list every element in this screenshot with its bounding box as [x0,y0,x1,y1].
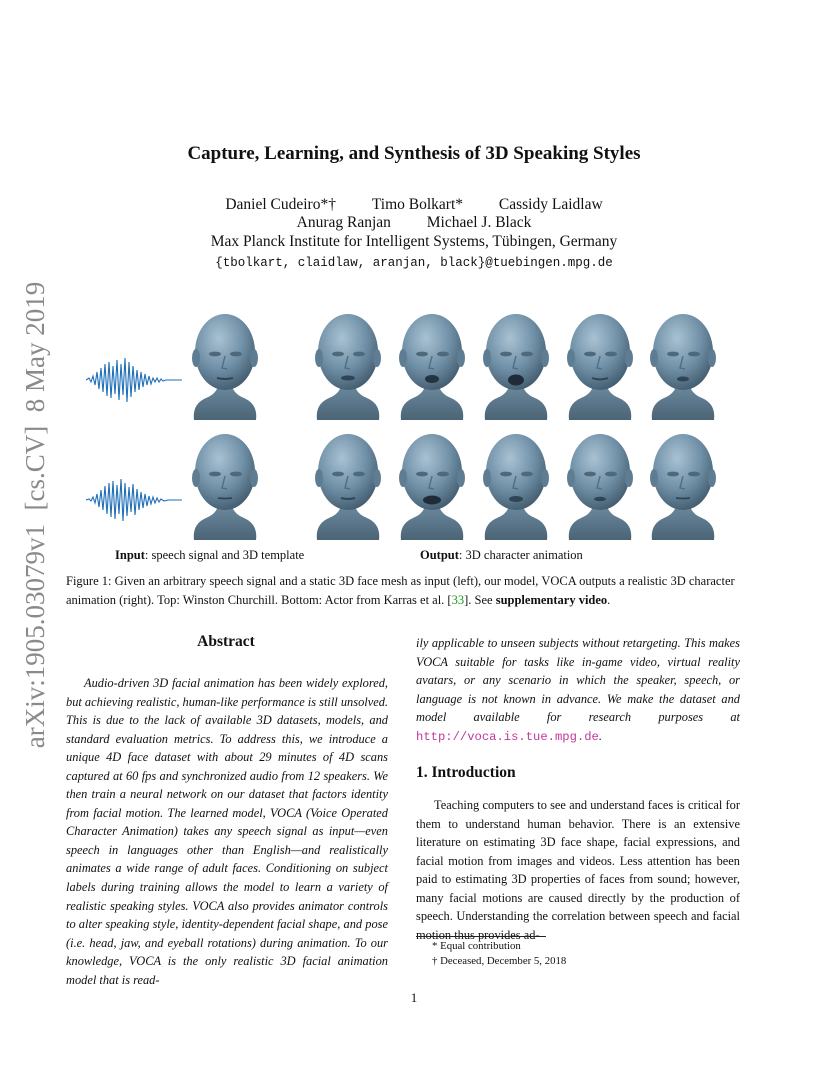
author-emails: {tbolkart, claidlaw, aranjan, black}@tuebingen.mpg.de [215,256,613,270]
author-name: Timo Bolkart* [371,196,464,213]
author-name: Michael J. Black [426,214,532,231]
face-mesh-template-top [180,308,270,424]
figure-output-label: Output: 3D character animation [420,548,583,562]
face-mesh-frame-top-2 [387,308,477,424]
author-line-1 [0,196,828,214]
author-name: Anurag Ranjan [296,214,391,231]
introduction-body: Teaching computers to see and understand faces is critical for them to understand human behavior. There is an extensive literature on estimating 3D face shape, facial expressions, and facial motion from images and videos. Less attention has been paid to estimating 3D properties of faces from sound; however, many facial motions are caused directly by the production of speech. Understanding the correlation between speech and facial motion thus provides ad- [416,798,740,942]
face-mesh-frame-top-5 [638,308,728,424]
waveform-top [86,352,182,408]
affiliation: Max Planck Institute for Intelligent Systems, Tübingen, Germany [210,233,618,250]
face-mesh-frame-bottom-5 [638,428,728,544]
footnote-deceased: † Deceased, December 5, 2018 [432,955,567,967]
figure-caption: Figure 1: Given an arbitrary speech signal and a static 3D face mesh as input (left), our model, VOCA outputs a realistic 3D character animation (right). Top: Winston Churchill. Bottom: Actor from Karras et al. [33]. See supplementary video. [66,574,735,607]
figure-input-label: Input: speech signal and 3D template [115,548,305,562]
face-mesh-frame-bottom-4 [555,428,645,544]
author-name: Cassidy Laidlaw [498,196,603,213]
citation-link[interactable]: 33 [451,593,465,607]
face-mesh-frame-bottom-1 [303,428,393,544]
waveform-bottom [86,472,182,528]
arxiv-stamp-text: arXiv:1905.03079v1 [cs.CV] 8 May 2019 [20,281,50,749]
abstract-continuation: ily applicable to unseen subjects without retargeting. This makes VOCA suitable for tasks like in-game video, virtual reality avatars, or any scenario in which the speaker, speech, or language is not known in advance. We make the dataset and model available for research purposes at http://voca.is.tue.mpg.de. [416,636,740,744]
face-mesh-template-bottom [180,428,270,544]
paper-title: Capture, Learning, and Synthesis of 3D Speaking Styles [187,143,641,164]
author-name: Daniel Cudeiro*† [225,196,336,213]
face-mesh-frame-bottom-3 [471,428,561,544]
face-mesh-frame-top-1 [303,308,393,424]
supplementary-video-ref: supplementary video [495,593,608,607]
page-number: 1 [410,990,418,1005]
face-mesh-frame-bottom-2 [387,428,477,544]
project-url-link[interactable]: http://voca.is.tue.mpg.de [416,729,599,744]
abstract-heading: Abstract [197,633,255,650]
abstract-body: Audio-driven 3D facial animation has been widely explored, but achieving realistic, human-like performance is still unsolved. This is due to the lack of available 3D datasets, models, and standard evaluation metrics. To address this, we introduce a unique 4D face dataset with about 29 minutes of 4D scans captured at 60 fps and synchronized audio from 12 speakers. We then train a neural network on our dataset that factors identity from facial motion. The learned model, VOCA (Voice Operated Character Animation) takes any speech signal as input—even speech in languages other than English—and realistically animates a wide range of adult faces. Conditioning on subject labels during training allows the model to learn a variety of realistic speaking styles. VOCA also provides animator controls to alter speaking style, identity-dependent facial shape, and pose (i.e. head, jaw, and eyeball rotations) during animation. To our knowledge, VOCA is the only realistic 3D facial animation model that is read- [66,676,388,987]
author-line-2 [0,214,828,232]
face-mesh-frame-top-4 [555,308,645,424]
introduction-heading: 1. Introduction [416,764,516,781]
footnote-divider [416,936,546,937]
footnote-equal-contribution: * Equal contribution [432,940,521,952]
face-mesh-frame-top-3 [471,308,561,424]
